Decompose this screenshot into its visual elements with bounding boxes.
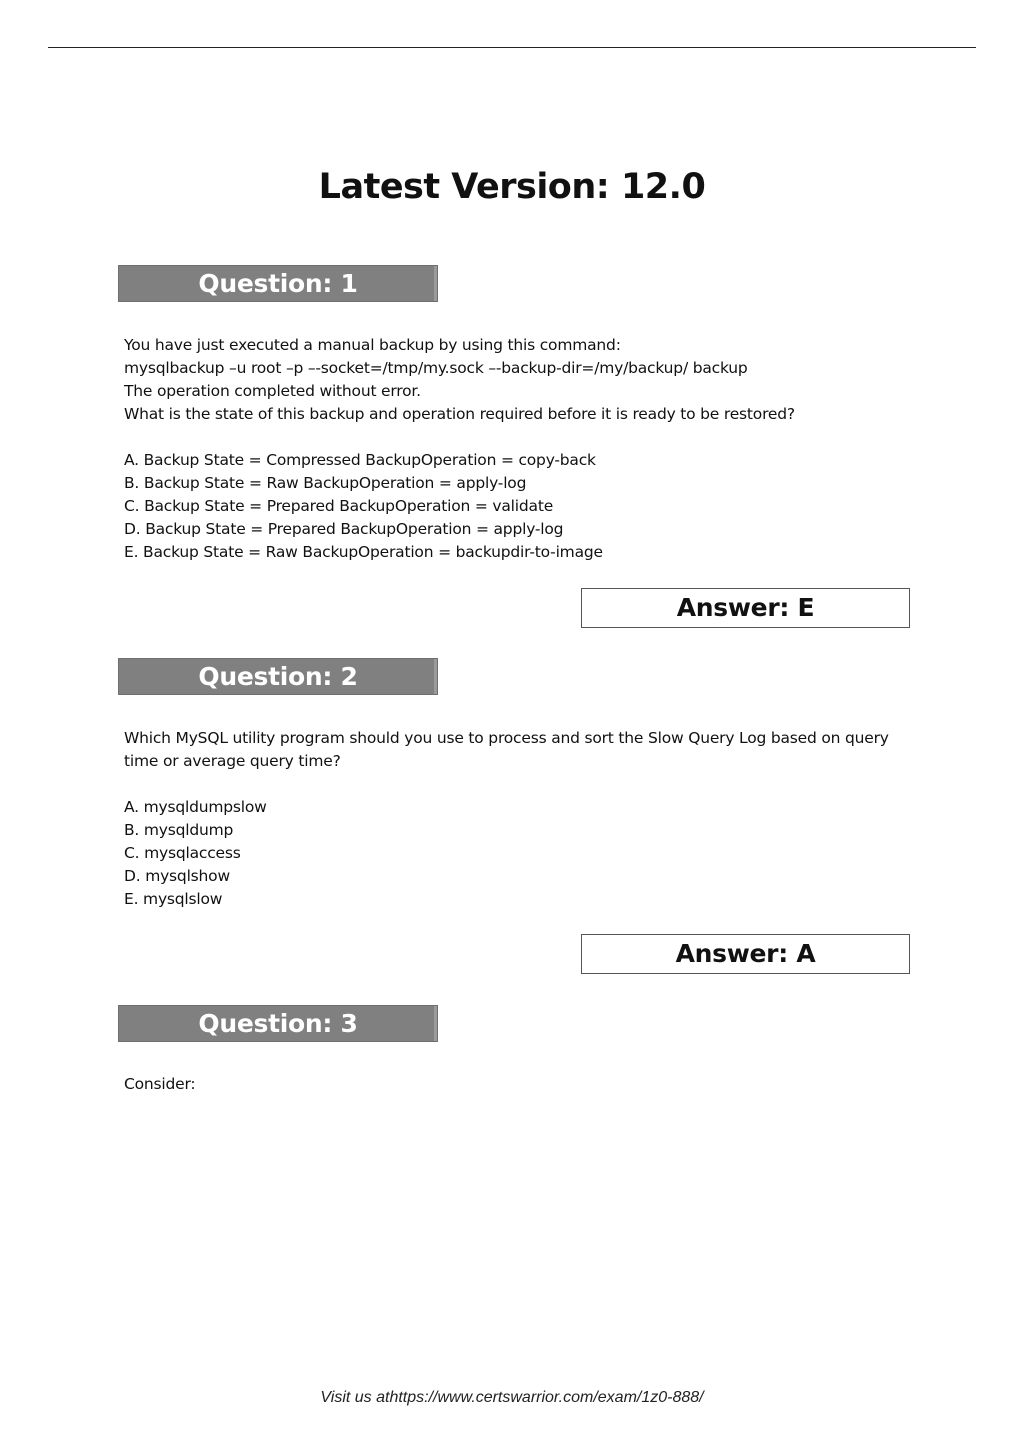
- question-1-option-b: B. Backup State = Raw BackupOperation = apply-log: [124, 474, 527, 492]
- document-title: Latest Version: 12.0: [318, 167, 706, 207]
- question-2-option-d: D. mysqlshow: [124, 867, 230, 885]
- question-2-stem-line: Which MySQL utility program should you use to process and sort the Slow Query Log based on query: [124, 729, 889, 747]
- question-1-option-c: C. Backup State = Prepared BackupOperation = validate: [124, 497, 554, 515]
- spacer: [124, 426, 924, 449]
- question-1-body: [124, 334, 924, 564]
- question-2-option-c: C. mysqlaccess: [124, 844, 241, 862]
- question-3-body: [124, 1073, 924, 1096]
- question-2-option-e: E. mysqlslow: [124, 890, 223, 908]
- footer-link-text[interactable]: Visit us athttps://www.certswarrior.com/exam/1z0-888/: [320, 1389, 704, 1406]
- question-1-answer-box: Answer: E: [581, 588, 910, 628]
- question-2-header: Question: 2: [118, 658, 438, 695]
- question-2-stem-line: time or average query time?: [124, 752, 341, 770]
- question-3-header: Question: 3: [118, 1005, 438, 1042]
- question-1-stem-line: The operation completed without error.: [124, 382, 421, 400]
- question-1-header: Question: 1: [118, 265, 438, 302]
- question-1-option-e: E. Backup State = Raw BackupOperation = backupdir-to-image: [124, 543, 603, 561]
- question-1-option-a: A. Backup State = Compressed BackupOperation = copy-back: [124, 451, 596, 469]
- question-2-option-b: B. mysqldump: [124, 821, 234, 839]
- question-1-stem-line: You have just executed a manual backup by using this command:: [124, 336, 621, 354]
- question-2-body: [124, 727, 924, 911]
- question-1-option-d: D. Backup State = Prepared BackupOperation = apply-log: [124, 520, 564, 538]
- question-2-answer-box: Answer: A: [581, 934, 910, 974]
- spacer: [124, 773, 924, 796]
- question-1-stem-line: mysqlbackup –u root –p –-socket=/tmp/my.sock –-backup-dir=/my/backup/ backup: [124, 359, 748, 377]
- question-1-stem-line: What is the state of this backup and operation required before it is ready to be restored?: [124, 405, 795, 423]
- question-2-option-a: A. mysqldumpslow: [124, 798, 267, 816]
- question-3-stem-line: Consider:: [124, 1075, 196, 1093]
- top-rule: [48, 47, 976, 48]
